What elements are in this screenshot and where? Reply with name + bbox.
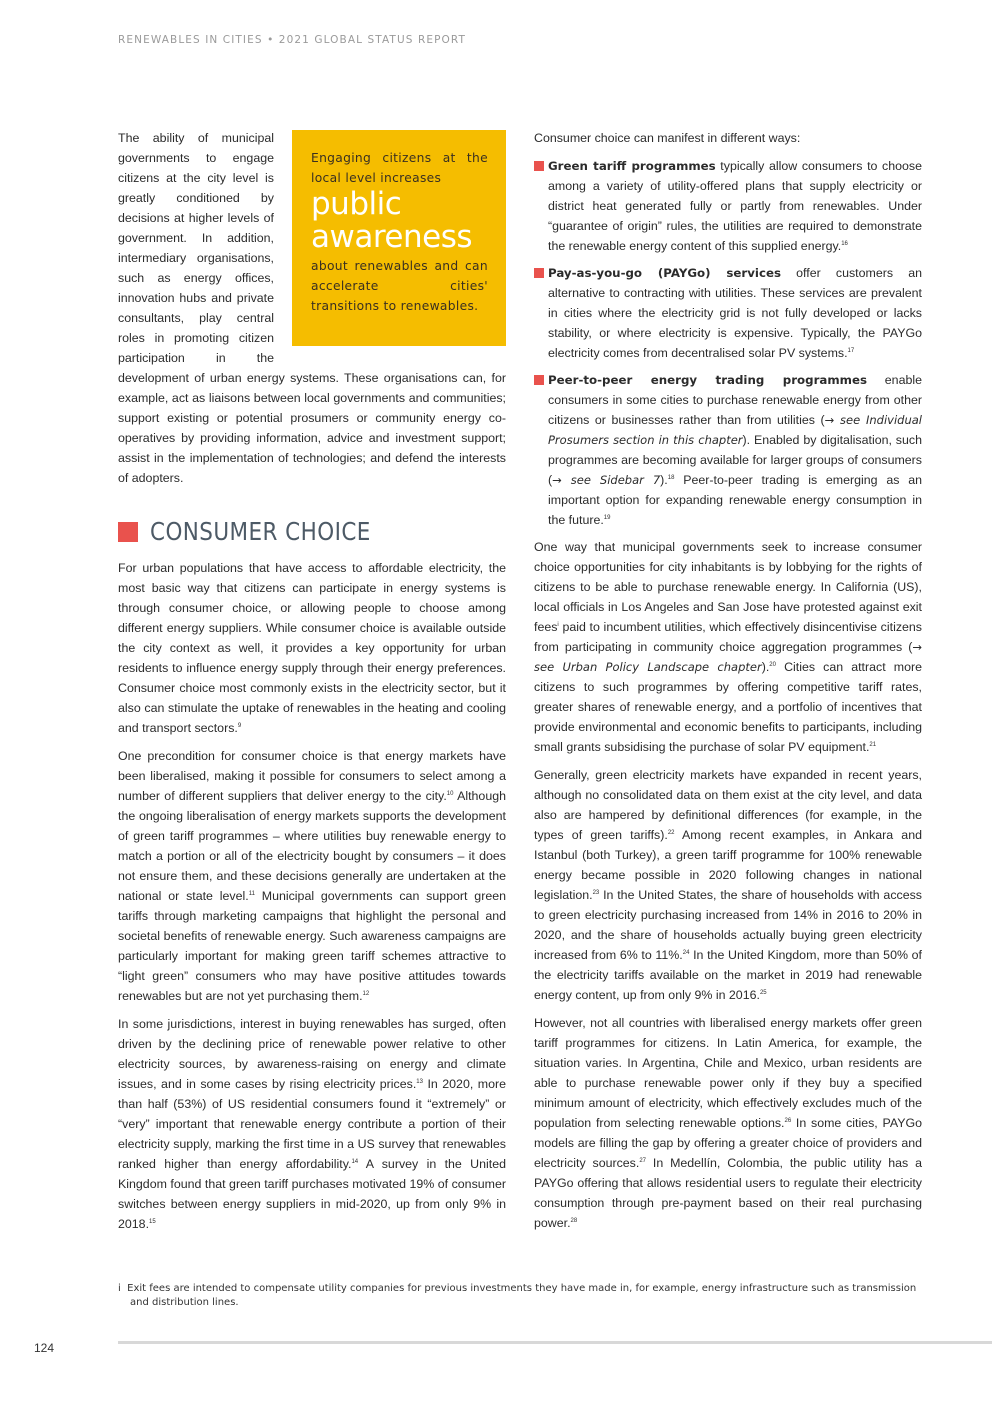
- footnote-ref[interactable]: i: [557, 622, 559, 628]
- callout-highlight: public awareness: [311, 186, 473, 255]
- list-item: Peer-to-peer energy trading programmes enable consumers in some cities to purchase renewable energy from other citizens or businesses rather than from utilities (→ see Individual Prosumers section in this chapter). Enabled by digitalisation, such programmes are becoming available for larger groups of consumers (→ see Sidebar 7).$^{18}$ Peer-to-peer trading is emerging as an important option for expanding renewable energy consumption in the future.$^{19}$: [534, 370, 922, 530]
- endnote-ref[interactable]: 25: [759, 990, 767, 996]
- body-paragraph: One precondition for consumer choice is that energy markets have been liberalised, making it possible for consumers to select among a number of different suppliers that deliver energy to the city.$^{10}$ Although the ongoing liberalisation of energy markets supports the development of green tariff programmes – where utilities buy renewable energy to match a portion or all of the electricity bought by consumers – it does not ensure them, and these decisions generally are undertaken at the national or state level.$^{11}$ Municipal governments can support green tariffs through marketing campaigns that highlight the personal and societal benefits of renewable energy. Such awareness campaigns are particularly important for making green tariff schemes attractive to “light green” consumers who may have positive attitudes towards renewables but are not yet purchasing them.$^{12}$: [118, 749, 506, 1003]
- bullet-square-icon: [534, 375, 544, 385]
- endnote-ref[interactable]: 11: [248, 891, 255, 897]
- section-title: CONSUMER CHOICE: [150, 517, 371, 546]
- endnote-ref[interactable]: 27: [639, 1158, 647, 1164]
- list-item: Green tariff programmes typically allow consumers to choose among a variety of utility-offered plans that supply electricity or district heat generated fully or partly from renewables. Under “guarantee of origin” rules, the utilities are required to demonstrate the renewable energy content of this supplied energy.$^{16}$: [534, 156, 922, 256]
- cross-reference-link[interactable]: → see Urban Policy Landscape chapter: [534, 640, 922, 674]
- endnote-ref[interactable]: 26: [784, 1118, 792, 1124]
- left-column: [118, 128, 506, 1242]
- section-square-icon: [118, 522, 138, 542]
- body-paragraph: Generally, green electricity markets have expanded in recent years, although no consolidated data on them exist at the city level, and data also are hampered by definitional differences (for example, in the types of green tariffs).$^{22}$ Among recent examples, in Ankara and Istanbul (both Turkey), a green tariff programme for 100% renewable energy became possible in 2020 following changes in national legislation.$^{23}$ In the United States, the share of households with access to green electricity purchasing increased from 14% in 2016 to 20% in 2020, and the share of households actually buying green electricity increased from 6% to 11%.$^{24}$ In the United Kingdom, more than 50% of the electricity tariffs available on the market in 2019 had renewable energy content, up from only 9% in 2016.25: [534, 768, 922, 1002]
- body-paragraph: However, not all countries with liberalised energy markets offer green tariff programmes for citizens. In Latin America, for example, the situation varies. In Argentina, Chile and Mexico, urban residents are able to purchase renewable power only if they buy a specified minimum amount of electricity, which effectively excludes much of the population from selecting renewable options.$^{26}$ In some cities, PAYGo models are filling the gap by offering a greater choice of providers and electricity sources.$^{27}$ In Medellín, Colombia, the public utility has a PAYGo offering that allows residential users to regulate their electricity consumption through pre-payment based on their real purchasing power.$^{28}$: [534, 1016, 922, 1230]
- endnote-ref[interactable]: 23: [592, 890, 600, 896]
- endnote-ref[interactable]: 17: [847, 348, 855, 354]
- endnote-ref[interactable]: 21: [869, 742, 877, 748]
- body-paragraph: In some jurisdictions, interest in buying renewables has surged, often driven by the declining price of renewable power relative to other electricity sources, by awareness-raising on energy and climate issues, and in some cases by rising electricity prices.$^{13}$ In 2020, more than half (53%) of US residential consumers found it “extremely” or “very” important that renewable energy contribute a portion of their electricity supply, marking the first time in a US survey that renewables ranked higher than energy affordability.$^{14}$ A survey in the United Kingdom found that green tariff purchases motivated 19% of consumer switches between energy suppliers in mid-2020, up from only 9% in 2018.15: [118, 1017, 506, 1231]
- endnote-ref[interactable]: 22: [667, 830, 675, 836]
- endnote-ref[interactable]: 18: [667, 475, 675, 481]
- intro-paragraph: The ability of municipal governments to engage citizens at the city level is greatly conditioned by decisions at higher levels of government. In addition, intermediary organisations, such as energy offices, innovation hubs and private consultants, play central roles in promoting citizen participation in the development of urban energy systems. These organisations can, for example, act as liaisons between local governments and communities; support existing or potential prosumers or community energy co-operatives by providing information, advice and investment support; assist in the implementation of technologies; and defend the interests of adopters.: [118, 131, 506, 485]
- bullet-square-icon: [534, 268, 544, 278]
- cross-reference-link[interactable]: → see Sidebar 7: [552, 473, 661, 487]
- endnote-ref[interactable]: 19: [603, 515, 611, 521]
- bullet-term: Green tariff programmes: [548, 159, 716, 173]
- endnote-ref[interactable]: 24: [682, 950, 690, 956]
- right-column: [534, 128, 922, 1241]
- callout-lead: Engaging citizens at the local level increases: [311, 151, 488, 185]
- list-item: Pay-as-you-go (PAYGo) services offer customers an alternative to contracting with utilities. These services are prevalent in cities where the electricity grid is not fully developed or lacks stability, or where electricity is expensive. Typically, the PAYGo electricity comes from decentralised solar PV systems.$^{17}$: [534, 263, 922, 363]
- endnote-ref[interactable]: 12: [362, 991, 370, 997]
- endnote-ref[interactable]: 16: [841, 241, 848, 247]
- cross-reference-link[interactable]: → see Individual Prosumers section in this chapter: [548, 413, 922, 447]
- endnote-ref[interactable]: 15: [149, 1219, 156, 1225]
- footnote-marker: i: [118, 1283, 121, 1294]
- endnote-ref[interactable]: 13: [416, 1079, 423, 1085]
- list-lead: Consumer choice can manifest in different ways:: [534, 131, 801, 145]
- body-paragraph: One way that municipal governments seek to increase consumer choice opportunities for city inhabitants is by lobbying for the rights of citizens to be able to purchase renewable energy. In California (US), local officials in Los Angeles and San Jose have protested against exit fees$^i$ paid to incumbent utilities, which effectively disincentivise citizens from participating in community choice aggregation programmes (→ see Urban Policy Landscape chapter).$^{20}$ Cities can attract more citizens to such programmes by offering competitive tariff rates, greater shares of renewable energy, and a portfolio of incentives that provide environmental and economic benefits to participants, including small grants subsidising the purchase of solar PV equipment.$^{21}$: [534, 540, 922, 754]
- footnote-text: Exit fees are intended to compensate utility companies for previous investments they have made in, for example, energy infrastructure such as transmission and distribution lines.: [127, 1283, 917, 1308]
- endnote-ref[interactable]: 9: [237, 723, 242, 729]
- footer-rule: [118, 1341, 992, 1344]
- endnote-ref[interactable]: 14: [351, 1159, 359, 1165]
- running-header: RENEWABLES IN CITIES • 2021 GLOBAL STATUS REPORT: [118, 34, 467, 46]
- body-paragraph: For urban populations that have access to affordable electricity, the most basic way that citizens can participate in energy systems is through consumer choice, or allowing people to choose among different energy suppliers. While consumer choice is available outside the city context as well, it provides a key opportunity for urban residents to influence energy supply through their energy preferences. Consumer choice most commonly exists in the electricity sector, but it also can stimulate the uptake of renewables in the heating and cooling and transport sectors.$^9$: [118, 561, 506, 735]
- section-heading: [118, 517, 506, 546]
- endnote-ref[interactable]: 20: [769, 662, 776, 668]
- bullet-term: Peer-to-peer energy trading programmes: [548, 373, 867, 387]
- endnote-ref[interactable]: 10: [446, 791, 454, 797]
- endnote-ref[interactable]: 28: [570, 1218, 578, 1224]
- callout-tail: about renewables and can accelerate cities' transitions to renewables.: [311, 259, 488, 313]
- pull-quote-callout: [292, 130, 506, 346]
- footnote: [118, 1282, 924, 1310]
- bullet-square-icon: [534, 161, 544, 171]
- page-number: 124: [34, 1341, 55, 1355]
- bullet-term: Pay-as-you-go (PAYGo) services: [548, 266, 781, 280]
